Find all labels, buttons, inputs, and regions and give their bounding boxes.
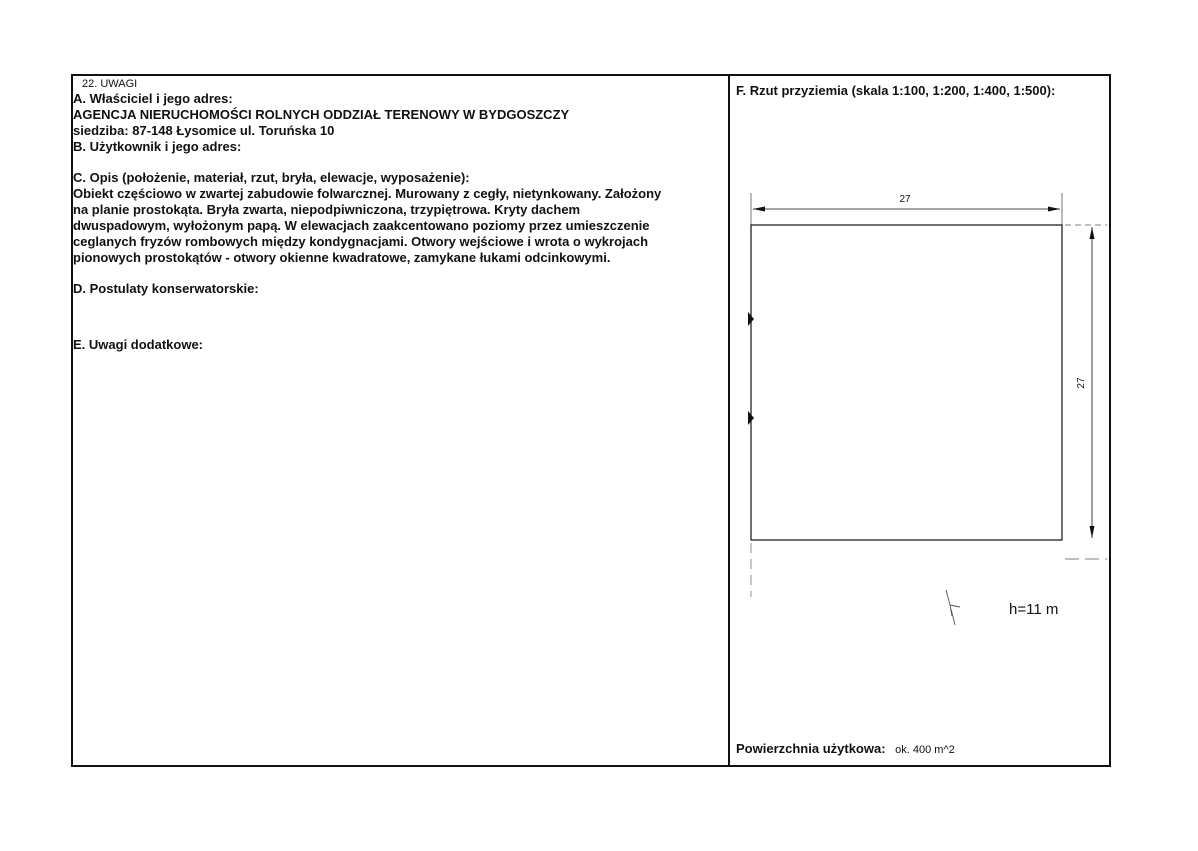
width-dimension-label: 27 bbox=[899, 194, 911, 205]
usable-area-label: Powierzchnia użytkowa: bbox=[736, 741, 886, 756]
plan-title: F. Rzut przyziemia (skala 1:100, 1:200, 1:400, 1:500): bbox=[736, 83, 1056, 98]
description-label: C. Opis (położenie, materiał, rzut, bryła, elewacje, wyposażenie): bbox=[73, 170, 470, 185]
north-arrow-icon bbox=[946, 590, 960, 625]
description-line-1: Obiekt częściowo w zwartej zabudowie folwarcznej. Murowany z cegły, nietynkowany. Założony bbox=[73, 186, 662, 201]
usable-area-value: ok. 400 m^2 bbox=[895, 744, 955, 756]
arrow-down-icon bbox=[1090, 526, 1095, 538]
depth-dimension-label: 27 bbox=[1076, 377, 1087, 389]
building-height: h=11 m bbox=[1009, 601, 1059, 618]
ground-floor-plan bbox=[735, 185, 1110, 635]
description-line-4: ceglanych fryzów rombowych między kondygnacjami. Otwory wejściowe i wrota o wykrojach bbox=[73, 234, 649, 249]
conservation-label: D. Postulaty konserwatorskie: bbox=[73, 281, 259, 296]
usable-area bbox=[736, 741, 955, 756]
section-number: 22. UWAGI bbox=[82, 78, 138, 90]
description-line-2: na planie prostokąta. Bryła zwarta, niepodpiwniczona, trzypiętrowa. Kryty dachem bbox=[73, 202, 581, 217]
arrow-up-icon bbox=[1090, 227, 1095, 239]
description-line-3: dwuspadowym, wyłożonym papą. W elewacjach zaakcentowano poziomy przez umieszczenie bbox=[73, 218, 650, 233]
column-divider bbox=[728, 74, 730, 767]
arrow-right-icon bbox=[1048, 207, 1060, 212]
arrow-left-icon bbox=[753, 207, 765, 212]
description-line-5: pionowych prostokątów - otwory okienne kwadratowe, zamykane łukami odcinkowymi. bbox=[73, 250, 611, 265]
owner-name: AGENCJA NIERUCHOMOŚCI ROLNYCH ODDZIAŁ TERENOWY W BYDGOSZCZY bbox=[73, 107, 570, 122]
building-outline bbox=[751, 225, 1062, 540]
user-label: B. Użytkownik i jego adres: bbox=[73, 139, 242, 154]
remarks-column bbox=[73, 78, 723, 353]
owner-address: siedziba: 87-148 Łysomice ul. Toruńska 10 bbox=[73, 123, 335, 138]
owner-label: A. Właściciel i jego adres: bbox=[73, 91, 233, 106]
remarks-label: E. Uwagi dodatkowe: bbox=[73, 337, 204, 352]
